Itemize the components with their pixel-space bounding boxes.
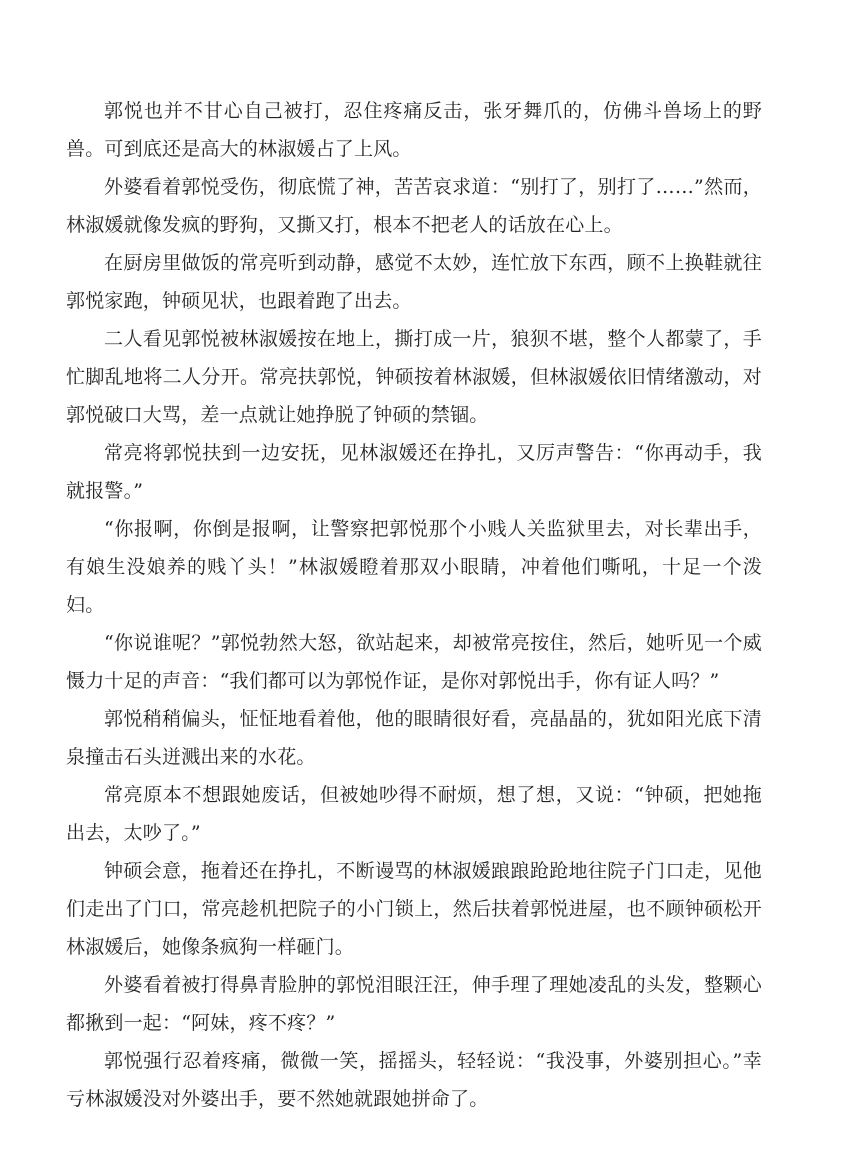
article-body <box>66 92 762 1118</box>
paragraph: 郭悦也并不甘心自己被打，忍住疼痛反击，张牙舞爪的，仿佛斗兽场上的野兽。可到底还是高大的林淑媛占了上风。 <box>66 100 762 160</box>
paragraph: 郭悦稍稍偏头，怔怔地看着他，他的眼睛很好看，亮晶晶的，犹如阳光底下清泉撞击石头迸溅出来的水花。 <box>66 708 762 768</box>
paragraph: 在厨房里做饭的常亮听到动静，感觉不太妙，连忙放下东西，顾不上换鞋就往郭悦家跑，钟硕见状，也跟着跑了出去。 <box>66 252 762 312</box>
paragraph: 外婆看着被打得鼻青脸肿的郭悦泪眼汪汪，伸手理了理她凌乱的头发，整颗心都揪到一起：“阿妹，疼不疼？” <box>66 974 762 1034</box>
paragraph: “你说谁呢？”郭悦勃然大怒，欲站起来，却被常亮按住，然后，她听见一个威慑力十足的声音：“我们都可以为郭悦作证，是你对郭悦出手，你有证人吗？” <box>66 632 762 692</box>
paragraph: 郭悦强行忍着疼痛，微微一笑，摇摇头，轻轻说：“我没事，外婆别担心。”幸亏林淑媛没对外婆出手，要不然她就跟她拼命了。 <box>66 1050 762 1110</box>
paragraph: “你报啊，你倒是报啊，让警察把郭悦那个小贱人关监狱里去，对长辈出手，有娘生没娘养的贱丫头！”林淑媛瞪着那双小眼睛，冲着他们嘶吼，十足一个泼妇。 <box>66 518 762 616</box>
paragraph: 钟硕会意，拖着还在挣扎，不断谩骂的林淑媛踉踉跄跄地往院子门口走，见他们走出了门口，常亮趁机把院子的小门锁上，然后扶着郭悦进屋，也不顾钟硕松开林淑媛后，她像条疯狗一样砸门。 <box>66 860 762 958</box>
paragraph: 常亮将郭悦扶到一边安抚，见林淑媛还在挣扎，又厉声警告：“你再动手，我就报警。” <box>66 442 762 502</box>
paragraph: 二人看见郭悦被林淑媛按在地上，撕打成一片，狼狈不堪，整个人都蒙了，手忙脚乱地将二人分开。常亮扶郭悦，钟硕按着林淑媛，但林淑媛依旧情绪激动，对郭悦破口大骂，差一点就让她挣脱了钟硕的禁锢。 <box>66 328 762 426</box>
paragraph: 常亮原本不想跟她废话，但被她吵得不耐烦，想了想，又说：“钟硕，把她拖出去，太吵了。” <box>66 784 762 844</box>
paragraph: 外婆看着郭悦受伤，彻底慌了神，苦苦哀求道：“别打了，别打了……”然而，林淑媛就像发疯的野狗，又撕又打，根本不把老人的话放在心上。 <box>66 176 762 236</box>
